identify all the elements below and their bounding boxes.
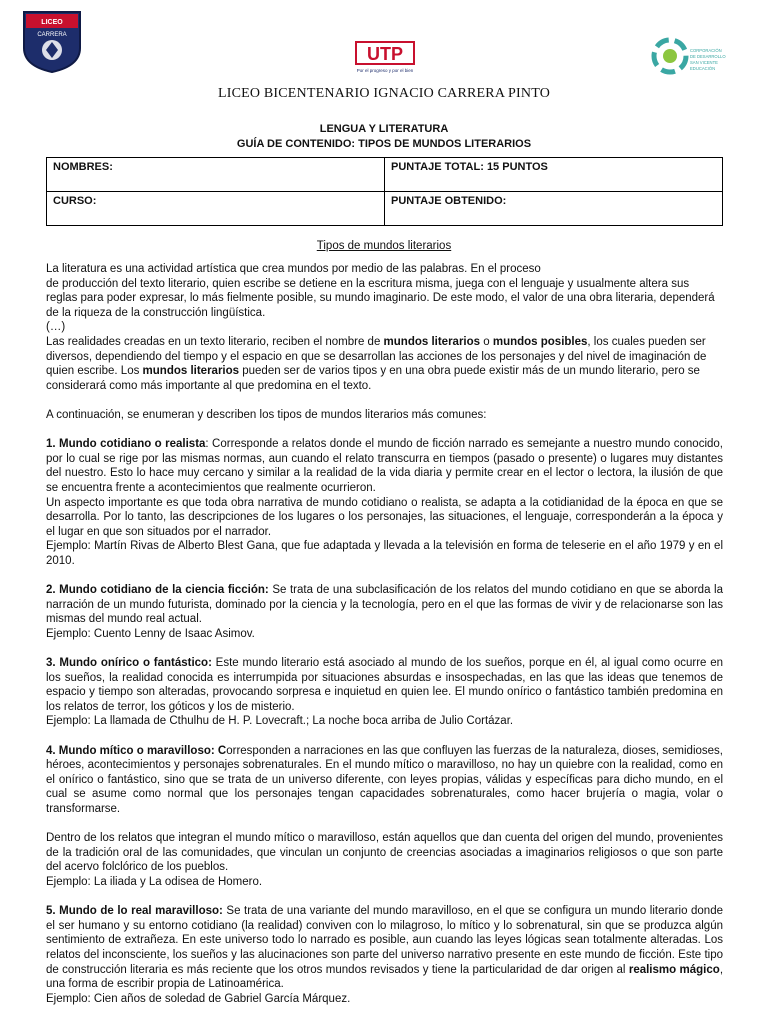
type-4-example: Ejemplo: La iliada y La odisea de Homero. (46, 875, 263, 888)
mundos-paragraph: Las realidades creadas en un texto literario, reciben el nombre de mundos literarios o mundos posibles, los cuales pueden ser diversos, dependiendo del tiempo y el espacio en que se desarrollan las acciones de los personajes y del nivel de imaginación de quien escribe. Los mundos literarios pueden ser de varios tipos y en una obra puede existir más de un mundo literario, pero se considerará como más importante al que predomina en el texto. (46, 335, 707, 392)
liceo-crest-logo (20, 8, 84, 74)
page-header (0, 0, 768, 90)
guide-title: GUÍA DE CONTENIDO: TIPOS DE MUNDOS LITERARIOS (236, 138, 532, 150)
curso-cell[interactable]: CURSO: (47, 192, 385, 226)
type-2-heading: 2. Mundo cotidiano de la ciencia ficción: (46, 584, 269, 597)
type-5-example: Ejemplo: Cien años de soledad de Gabriel García Márquez. (46, 992, 351, 1005)
svg-text:DE DESARROLLO: DE DESARROLLO (690, 54, 726, 59)
type-4-extra: Dentro de los relatos que integran el mundo mítico o maravilloso, están aquellos que dan cuenta del origen del mundo, provenientes de la tradición oral de las comunidades, que vinculan un conjunto de creencias asociadas a imaginarios religiosos o que son parte del acervo folclórico de los pueblos. (46, 832, 723, 874)
type-4-heading: 4. Mundo mítico o maravilloso: C (46, 744, 227, 757)
svg-text:SAN VICENTE: SAN VICENTE (690, 60, 718, 65)
type-3-heading: 3. Mundo onírico o fantástico: (46, 657, 212, 670)
intro-line-1: La literatura es una actividad artística que crea mundos por medio de las palabras. En el proceso (46, 263, 541, 275)
type-2-paragraph: 2. Mundo cotidiano de la ciencia ficción: Se trata de una subclasificación de los relatos del mundo cotidiano en que se aborda la narración de un mundo futurista, dominado por la ciencia y la tecnología, pero en el que las formas de vivir y de relacionarse son las mismas del mundo real actual. (46, 584, 724, 626)
type-1-heading: 1. Mundo cotidiano o realista (46, 438, 206, 451)
puntaje-total-cell: PUNTAJE TOTAL: 15 PUNTOS (385, 158, 723, 192)
enumeration-intro: A continuación, se enumeran y describen los tipos de mundos literarios más comunes: (46, 408, 487, 421)
svg-text:Por el progreso y por el bien: Por el progreso y por el bien (356, 68, 414, 73)
corporacion-logo (648, 34, 738, 80)
type-3-example: Ejemplo: La llamada de Cthulhu de H. P. Lovecraft.; La noche boca arriba de Julio Cortázar. (46, 715, 514, 728)
type-5-heading: 5. Mundo de lo real maravilloso: (46, 905, 223, 918)
subject-title: LENGUA Y LITERATURA (319, 123, 449, 135)
type-5-paragraph: 5. Mundo de lo real maravilloso: Se trata de una variante del mundo maravilloso, en el que se configura un mundo literario donde el ser humano y su entorno cotidiano (la realidad) conviven con lo milagroso, lo mítico y lo sobrenatural, sin que se produzca algún sentimiento de extrañeza. En este universo todo lo narrado es posible, aun cuando las leyes lógicas sean totalmente alteradas. Los relatos del inconsciente, los sueños y las alucinaciones son parte del universo narrativo presente en este mundo de ficción. Este tipo de construcción literaria es más reciente que los otros mundos revisados y tiene la particularidad de dar origen al realismo mágico, una forma de escribir propia de Latinoamérica. (46, 905, 724, 991)
document-body (46, 262, 723, 1006)
svg-text:LICEO: LICEO (41, 19, 63, 26)
school-name: LICEO BICENTENARIO IGNACIO CARRERA PINTO (217, 86, 551, 101)
student-info-table (46, 157, 723, 226)
type-3-paragraph: 3. Mundo onírico o fantástico: Este mundo literario está asociado al mundo de los sueños, porque en él, al igual como ocurre en los sueños, la realidad conocida es interrumpida por situaciones absurdas e insospechadas, en las que las ideas que tenemos de espacio y tiempo son alteradas, provocando sorpresa e inquietud en quien lee. El mundo onírico o fantástico también predomina en los relatos de terror, los góticos y los de misterio. (46, 657, 723, 713)
svg-text:CORPORACIÓN: CORPORACIÓN (690, 48, 722, 53)
puntaje-obtenido-cell[interactable]: PUNTAJE OBTENIDO: (385, 192, 723, 226)
type-1-paragraph: 1. Mundo cotidiano o realista: Corresponde a relatos donde el mundo de ficción narrado es semejante a nuestro mundo conocido, por lo cual se rige por las mismas normas, aun cuando el relato transcurra en tiempos (pasado o presente) o lugares muy distantes del nuestro. Esto lo hace muy cercano y similar a la realidad de la vida diaria y permite crear en el lector o lectora, la ilusión de que se encuentra frente a acontecimientos que realmente ocurrieron. (46, 438, 723, 494)
intro-paragraph: de producción del texto literario, quien escribe se detiene en la escritura misma, juega con el lenguaje y usualmente altera sus reglas para poder expresar, lo más fielmente posible, su mundo imaginario. De este modo, el valor de una obra literaria, dependerá de la riqueza de la construcción lingüística. (46, 277, 715, 319)
svg-text:CARRERA: CARRERA (37, 32, 67, 38)
type-2-example: Ejemplo: Cuento Lenny de Isaac Asimov. (46, 627, 255, 640)
section-title: Tipos de mundos literarios (316, 240, 452, 252)
type-4-paragraph: 4. Mundo mítico o maravilloso: Corresponden a narraciones en las que confluyen las fuerzas de la naturaleza, dioses, semidioses, héroes, acontecimientos y personajes sobrenaturales. En el mundo mítico o maravilloso, no hay un quiebre con la realidad, como en el onírico o fantástico, sino que se trata de un universo diferente, con leyes propias, válidas y específicas para dicho mundo, en el cual se asume como normal que los personajes tengan capacidades sobrenaturales, como hacer brujería o magia, volar o transformarse. (46, 744, 723, 815)
svg-text:EDUCACIÓN: EDUCACIÓN (690, 66, 716, 71)
utp-logo (354, 40, 416, 76)
type-1-example: Ejemplo: Martín Rivas de Alberto Blest Gana, que fue adaptada y llevada a la televisión en forma de teleserie en el año 1979 y en el 2010. (46, 540, 723, 567)
ellipsis: (…) (46, 321, 66, 334)
nombres-cell[interactable]: NOMBRES: (47, 158, 385, 192)
svg-text:UTP: UTP (367, 44, 403, 64)
type-1-extra: Un aspecto importante es que toda obra narrativa de mundo cotidiano o realista, se adapta a la cotidianidad de la época en que se desarrolla. Por lo tanto, las descripciones de los lugares o los personajes, las situaciones, el lenguaje, corresponderán a la época y el lugar en que son situados por el narrador. (46, 496, 723, 538)
